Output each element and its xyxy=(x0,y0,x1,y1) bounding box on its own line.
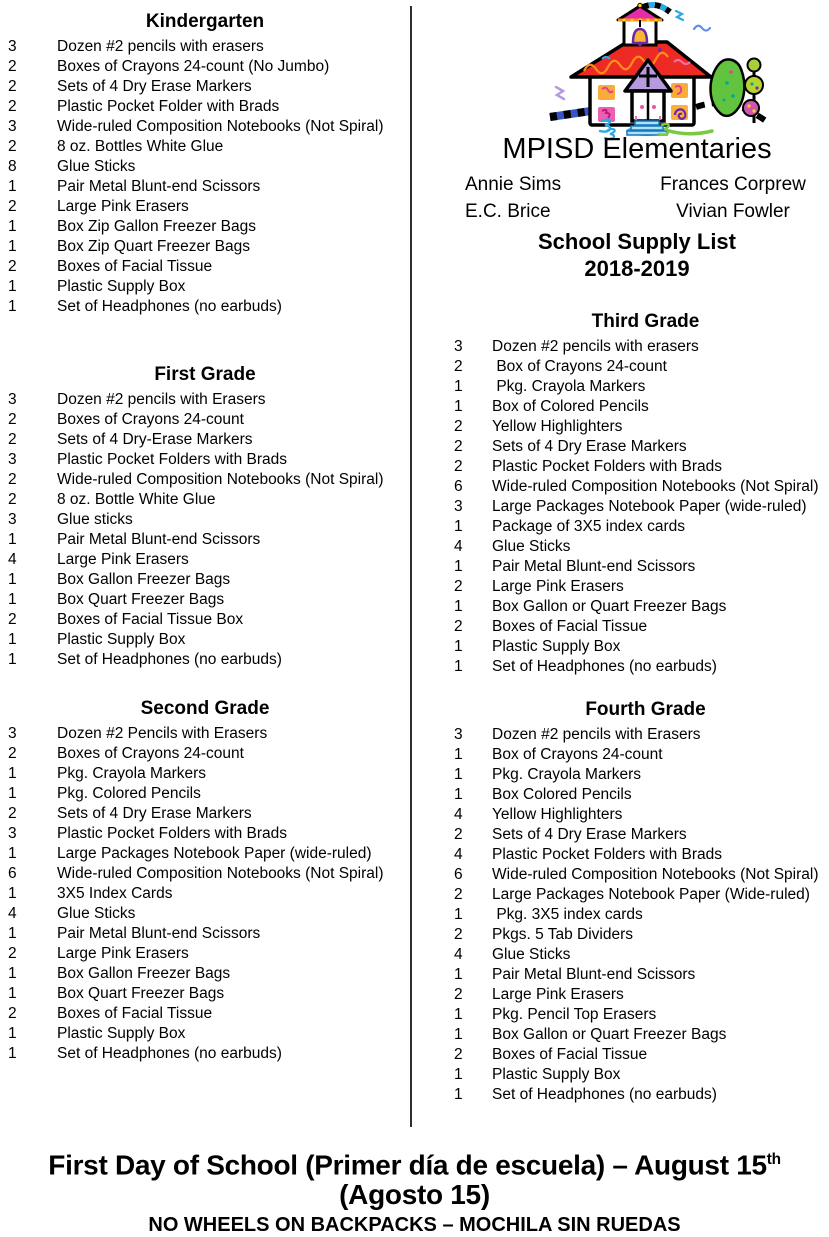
item-label: Dozen #2 pencils with Erasers xyxy=(492,726,701,743)
item-label: Plastic Supply Box xyxy=(57,1025,186,1042)
item-quantity: 2 xyxy=(8,138,17,155)
supply-item-row xyxy=(0,1024,410,1044)
supply-item-row xyxy=(410,925,829,945)
item-quantity: 2 xyxy=(454,886,463,903)
supply-item-row xyxy=(410,577,829,597)
supply-item-row xyxy=(410,617,829,637)
item-label: Boxes of Facial Tissue xyxy=(57,1005,213,1022)
item-quantity: 3 xyxy=(8,38,17,55)
section-title: Kindergarten xyxy=(145,11,265,32)
item-label: Box Quart Freezer Bags xyxy=(57,985,225,1002)
item-label: Wide-ruled Composition Notebooks (Not Spiral) xyxy=(57,865,384,882)
item-quantity: 1 xyxy=(454,1026,463,1043)
section-title: Fourth Grade xyxy=(585,699,706,720)
item-label: Dozen #2 pencils with erasers xyxy=(57,38,264,55)
item-label: Box Gallon Freezer Bags xyxy=(57,571,231,588)
supply-item-row xyxy=(0,744,410,764)
supply-item-row xyxy=(0,470,410,490)
supply-item-row xyxy=(0,57,410,77)
item-label: Large Pink Erasers xyxy=(492,578,624,595)
item-quantity: 1 xyxy=(8,845,17,862)
supply-item-row xyxy=(0,884,410,904)
item-quantity: 2 xyxy=(454,1046,463,1063)
schoolhouse-logo xyxy=(548,3,770,137)
school-names xyxy=(445,171,829,225)
fourth-grade-section xyxy=(410,698,829,1105)
footer xyxy=(0,1145,829,1237)
supply-item-row xyxy=(410,1005,829,1025)
item-quantity: 2 xyxy=(454,458,463,475)
supply-item-row xyxy=(0,197,410,217)
item-quantity: 1 xyxy=(454,766,463,783)
item-label: Plastic Supply Box xyxy=(57,631,186,648)
section-title: Third Grade xyxy=(591,311,700,332)
item-label: Sets of 4 Dry Erase Markers xyxy=(57,805,252,822)
item-label: Dozen #2 Pencils with Erasers xyxy=(57,725,268,742)
item-label: Pkg. Crayola Markers xyxy=(492,378,646,395)
item-label: Pair Metal Blunt-end Scissors xyxy=(57,178,261,195)
item-label: Yellow Highlighters xyxy=(492,806,623,823)
item-label: Box Gallon or Quart Freezer Bags xyxy=(492,598,727,615)
item-label: Large Pink Erasers xyxy=(57,551,189,568)
item-label: Wide-ruled Composition Notebooks (Not Spiral) xyxy=(57,471,384,488)
item-quantity: 1 xyxy=(8,925,17,942)
supply-item-row xyxy=(0,844,410,864)
supply-item-row xyxy=(0,964,410,984)
supply-item-row xyxy=(410,657,829,677)
supply-item-row xyxy=(0,984,410,1004)
item-quantity: 3 xyxy=(454,726,463,743)
supply-item-row xyxy=(410,477,829,497)
item-quantity: 1 xyxy=(8,631,17,648)
supply-item-list xyxy=(0,724,410,1064)
supply-item-row xyxy=(410,905,829,925)
list-title: School Supply List xyxy=(537,229,736,254)
item-label: Box of Crayons 24-count xyxy=(492,358,667,375)
supply-item-row xyxy=(0,944,410,964)
supply-item-row xyxy=(410,637,829,657)
item-quantity: 1 xyxy=(8,885,17,902)
supply-item-row xyxy=(410,517,829,537)
supply-item-row xyxy=(410,745,829,765)
item-quantity: 1 xyxy=(8,531,17,548)
supply-item-row xyxy=(0,177,410,197)
item-label: Pair Metal Blunt-end Scissors xyxy=(492,966,696,983)
item-label: Pair Metal Blunt-end Scissors xyxy=(57,925,261,942)
item-quantity: 1 xyxy=(454,786,463,803)
supply-item-row xyxy=(0,570,410,590)
item-label: Boxes of Facial Tissue Box xyxy=(57,611,244,628)
item-quantity: 1 xyxy=(454,518,463,535)
supply-item-row xyxy=(410,985,829,1005)
item-label: Plastic Supply Box xyxy=(57,278,186,295)
supply-item-row xyxy=(0,97,410,117)
item-quantity: 1 xyxy=(454,638,463,655)
item-label: Box of Crayons 24-count xyxy=(492,746,663,763)
item-label: Plastic Pocket Folders with Brads xyxy=(57,825,288,842)
supply-item-row xyxy=(0,450,410,470)
supply-item-row xyxy=(0,590,410,610)
supply-item-row xyxy=(410,357,829,377)
item-quantity: 1 xyxy=(8,591,17,608)
supply-item-row xyxy=(0,490,410,510)
supply-item-row xyxy=(0,217,410,237)
item-quantity: 2 xyxy=(454,926,463,943)
item-label: Box Zip Gallon Freezer Bags xyxy=(57,218,257,235)
supply-item-row xyxy=(0,77,410,97)
second-grade-section xyxy=(0,697,410,1064)
item-quantity: 1 xyxy=(454,1006,463,1023)
item-label: Sets of 4 Dry Erase Markers xyxy=(492,438,687,455)
supply-item-row xyxy=(0,137,410,157)
supply-item-row xyxy=(0,804,410,824)
supply-item-row xyxy=(0,157,410,177)
supply-item-row xyxy=(410,805,829,825)
third-grade-section xyxy=(410,310,829,677)
item-quantity: 1 xyxy=(454,966,463,983)
item-quantity: 2 xyxy=(8,98,17,115)
supply-item-row xyxy=(0,904,410,924)
item-label: Dozen #2 pencils with erasers xyxy=(492,338,699,355)
item-quantity: 6 xyxy=(454,866,463,883)
item-label: 3X5 Index Cards xyxy=(57,885,173,902)
item-quantity: 2 xyxy=(8,611,17,628)
item-label: Pkg. Pencil Top Erasers xyxy=(492,1006,657,1023)
supply-item-row xyxy=(410,725,829,745)
item-label: Set of Headphones (no earbuds) xyxy=(57,298,282,315)
item-quantity: 2 xyxy=(454,618,463,635)
school-name: Frances Corprew xyxy=(660,174,806,195)
item-label: Pkg. 3X5 index cards xyxy=(492,906,643,923)
item-label: 8 oz. Bottles White Glue xyxy=(57,138,224,155)
item-quantity: 1 xyxy=(454,1066,463,1083)
ordinal-suffix: th xyxy=(766,1151,781,1168)
item-quantity: 2 xyxy=(454,418,463,435)
item-quantity: 3 xyxy=(454,498,463,515)
item-label: Pair Metal Blunt-end Scissors xyxy=(57,531,261,548)
supply-item-row xyxy=(0,724,410,744)
item-label: Boxes of Crayons 24-count xyxy=(57,411,244,428)
item-quantity: 1 xyxy=(454,378,463,395)
item-label: Plastic Pocket Folder with Brads xyxy=(57,98,280,115)
item-label: Large Packages Notebook Paper (Wide-ruled) xyxy=(492,886,810,903)
section-title: Second Grade xyxy=(140,698,270,719)
item-label: 8 oz. Bottle White Glue xyxy=(57,491,216,508)
item-quantity: 2 xyxy=(8,258,17,275)
item-quantity: 2 xyxy=(8,58,17,75)
supply-item-list xyxy=(0,37,410,317)
item-quantity: 6 xyxy=(8,865,17,882)
supply-item-row xyxy=(0,630,410,650)
item-quantity: 1 xyxy=(454,598,463,615)
supply-item-row xyxy=(0,390,410,410)
item-label: Glue sticks xyxy=(57,511,133,528)
first-day-text: First Day of School (Primer día de escuela) – August 15 xyxy=(48,1149,767,1181)
item-quantity: 3 xyxy=(8,825,17,842)
item-label: Box Gallon or Quart Freezer Bags xyxy=(492,1026,727,1043)
item-label: Large Pink Erasers xyxy=(492,986,624,1003)
item-label: Box Gallon Freezer Bags xyxy=(57,965,231,982)
document-header xyxy=(410,134,829,281)
supply-item-row xyxy=(410,865,829,885)
item-label: Boxes of Facial Tissue xyxy=(492,618,648,635)
supply-item-row xyxy=(0,1004,410,1024)
item-quantity: 1 xyxy=(8,238,17,255)
item-label: Plastic Pocket Folders with Brads xyxy=(492,846,723,863)
supply-item-row xyxy=(0,650,410,670)
item-quantity: 4 xyxy=(8,905,17,922)
item-quantity: 2 xyxy=(8,745,17,762)
supply-item-list xyxy=(0,390,410,670)
item-label: Large Pink Erasers xyxy=(57,945,189,962)
section-title: First Grade xyxy=(154,364,256,385)
supply-item-row xyxy=(410,537,829,557)
item-label: Glue Sticks xyxy=(57,905,136,922)
supply-item-row xyxy=(410,597,829,617)
item-label: Plastic Pocket Folders with Brads xyxy=(492,458,723,475)
item-quantity: 2 xyxy=(454,826,463,843)
item-quantity: 2 xyxy=(8,431,17,448)
item-quantity: 1 xyxy=(8,218,17,235)
supply-item-row xyxy=(410,845,829,865)
item-quantity: 1 xyxy=(8,1045,17,1062)
item-label: Boxes of Facial Tissue xyxy=(57,258,213,275)
supply-item-row xyxy=(0,117,410,137)
item-quantity: 1 xyxy=(8,765,17,782)
schoolhouse-clipart-icon xyxy=(548,3,770,137)
item-quantity: 2 xyxy=(8,1005,17,1022)
item-label: Package of 3X5 index cards xyxy=(492,518,686,535)
supply-item-row xyxy=(410,1085,829,1105)
item-quantity: 1 xyxy=(8,1025,17,1042)
item-label: Glue Sticks xyxy=(492,946,571,963)
first-day-text-spanish: (Agosto 15) xyxy=(339,1179,490,1211)
item-quantity: 2 xyxy=(454,438,463,455)
item-quantity: 4 xyxy=(8,551,17,568)
supply-item-row xyxy=(0,277,410,297)
item-quantity: 8 xyxy=(8,158,17,175)
item-quantity: 1 xyxy=(454,906,463,923)
item-quantity: 6 xyxy=(454,478,463,495)
item-quantity: 3 xyxy=(8,391,17,408)
item-label: Boxes of Crayons 24-count (No Jumbo) xyxy=(57,58,330,75)
item-quantity: 2 xyxy=(454,578,463,595)
item-label: Boxes of Facial Tissue xyxy=(492,1046,648,1063)
item-quantity: 2 xyxy=(454,986,463,1003)
item-label: Set of Headphones (no earbuds) xyxy=(492,658,717,675)
item-label: Large Packages Notebook Paper (wide-ruled) xyxy=(57,845,372,862)
supply-item-row xyxy=(410,1065,829,1085)
item-label: Yellow Highlighters xyxy=(492,418,623,435)
school-name: Vivian Fowler xyxy=(676,201,790,222)
item-label: Box Colored Pencils xyxy=(492,786,632,803)
supply-item-row xyxy=(0,410,410,430)
supply-item-row xyxy=(410,885,829,905)
kindergarten-section xyxy=(0,10,410,317)
supply-item-row xyxy=(0,510,410,530)
item-quantity: 2 xyxy=(8,491,17,508)
supply-item-row xyxy=(410,337,829,357)
supply-item-row xyxy=(410,1025,829,1045)
supply-item-row xyxy=(410,437,829,457)
supply-item-row xyxy=(410,457,829,477)
supply-item-row xyxy=(410,945,829,965)
supply-item-row xyxy=(410,397,829,417)
supply-item-row xyxy=(0,1044,410,1064)
item-quantity: 4 xyxy=(454,806,463,823)
item-quantity: 1 xyxy=(8,965,17,982)
item-label: Sets of 4 Dry Erase Markers xyxy=(57,78,252,95)
supply-item-row xyxy=(410,497,829,517)
supply-item-list xyxy=(410,725,829,1105)
item-quantity: 3 xyxy=(8,511,17,528)
item-quantity: 1 xyxy=(8,651,17,668)
item-quantity: 4 xyxy=(454,946,463,963)
supply-item-row xyxy=(0,784,410,804)
school-year: 2018-2019 xyxy=(584,256,690,281)
first-grade-section xyxy=(0,363,410,670)
supply-item-row xyxy=(0,824,410,844)
item-quantity: 2 xyxy=(8,198,17,215)
item-label: Pair Metal Blunt-end Scissors xyxy=(492,558,696,575)
item-quantity: 2 xyxy=(8,945,17,962)
item-quantity: 1 xyxy=(454,746,463,763)
item-quantity: 1 xyxy=(454,658,463,675)
district-title: MPISD Elementaries xyxy=(502,133,772,165)
item-quantity: 4 xyxy=(454,538,463,555)
supply-item-row xyxy=(410,1045,829,1065)
item-quantity: 1 xyxy=(8,985,17,1002)
supply-item-row xyxy=(0,864,410,884)
supply-item-row xyxy=(410,377,829,397)
backpack-notice: NO WHEELS ON BACKPACKS – MOCHILA SIN RUEDAS xyxy=(148,1214,681,1237)
item-label: Pkg. Colored Pencils xyxy=(57,785,201,802)
item-quantity: 1 xyxy=(8,278,17,295)
item-quantity: 1 xyxy=(454,1086,463,1103)
item-label: Sets of 4 Dry Erase Markers xyxy=(492,826,687,843)
supply-item-row xyxy=(410,785,829,805)
item-label: Plastic Supply Box xyxy=(492,638,621,655)
item-quantity: 1 xyxy=(454,558,463,575)
item-label: Wide-ruled Composition Notebooks (Not Spiral) xyxy=(492,478,819,495)
supply-item-row xyxy=(410,417,829,437)
supply-item-row xyxy=(410,825,829,845)
item-quantity: 1 xyxy=(8,178,17,195)
item-quantity: 1 xyxy=(8,785,17,802)
supply-item-row xyxy=(0,257,410,277)
item-quantity: 2 xyxy=(8,411,17,428)
item-label: Glue Sticks xyxy=(57,158,136,175)
item-label: Box Quart Freezer Bags xyxy=(57,591,225,608)
item-label: Wide-ruled Composition Notebooks (Not Spiral) xyxy=(57,118,384,135)
item-label: Dozen #2 pencils with Erasers xyxy=(57,391,266,408)
item-label: Plastic Pocket Folders with Brads xyxy=(57,451,288,468)
supply-item-row xyxy=(410,965,829,985)
item-label: Set of Headphones (no earbuds) xyxy=(492,1086,717,1103)
supply-item-row xyxy=(0,430,410,450)
item-quantity: 3 xyxy=(454,338,463,355)
item-label: Glue Sticks xyxy=(492,538,571,555)
supply-item-row xyxy=(0,37,410,57)
item-label: Sets of 4 Dry-Erase Markers xyxy=(57,431,253,448)
item-label: Plastic Supply Box xyxy=(492,1066,621,1083)
supply-item-list xyxy=(410,337,829,677)
item-label: Box Zip Quart Freezer Bags xyxy=(57,238,250,255)
supply-item-row xyxy=(0,924,410,944)
item-quantity: 2 xyxy=(8,78,17,95)
item-quantity: 2 xyxy=(8,471,17,488)
supply-item-row xyxy=(0,297,410,317)
item-quantity: 3 xyxy=(8,725,17,742)
first-day-notice xyxy=(0,1145,829,1210)
item-quantity: 4 xyxy=(454,846,463,863)
item-quantity: 2 xyxy=(8,805,17,822)
item-label: Wide-ruled Composition Notebooks (Not Spiral) xyxy=(492,866,819,883)
supply-item-row xyxy=(0,237,410,257)
supply-item-row xyxy=(0,550,410,570)
item-label: Set of Headphones (no earbuds) xyxy=(57,651,282,668)
item-label: Large Pink Erasers xyxy=(57,198,189,215)
item-quantity: 1 xyxy=(8,298,17,315)
supply-item-row xyxy=(0,610,410,630)
supply-item-row xyxy=(0,764,410,784)
item-quantity: 3 xyxy=(8,118,17,135)
item-label: Set of Headphones (no earbuds) xyxy=(57,1045,282,1062)
item-quantity: 1 xyxy=(454,398,463,415)
item-label: Boxes of Crayons 24-count xyxy=(57,745,244,762)
item-label: Pkg. Crayola Markers xyxy=(57,765,207,782)
supply-item-row xyxy=(410,765,829,785)
item-quantity: 1 xyxy=(8,571,17,588)
item-quantity: 3 xyxy=(8,451,17,468)
item-quantity: 2 xyxy=(454,358,463,375)
school-name: Annie Sims xyxy=(465,174,562,195)
item-label: Pkgs. 5 Tab Dividers xyxy=(492,926,633,943)
supply-item-row xyxy=(0,530,410,550)
school-name: E.C. Brice xyxy=(465,201,551,222)
item-label: Pkg. Crayola Markers xyxy=(492,766,642,783)
item-label: Box of Colored Pencils xyxy=(492,398,649,415)
item-label: Large Packages Notebook Paper (wide-ruled) xyxy=(492,498,807,515)
supply-item-row xyxy=(410,557,829,577)
